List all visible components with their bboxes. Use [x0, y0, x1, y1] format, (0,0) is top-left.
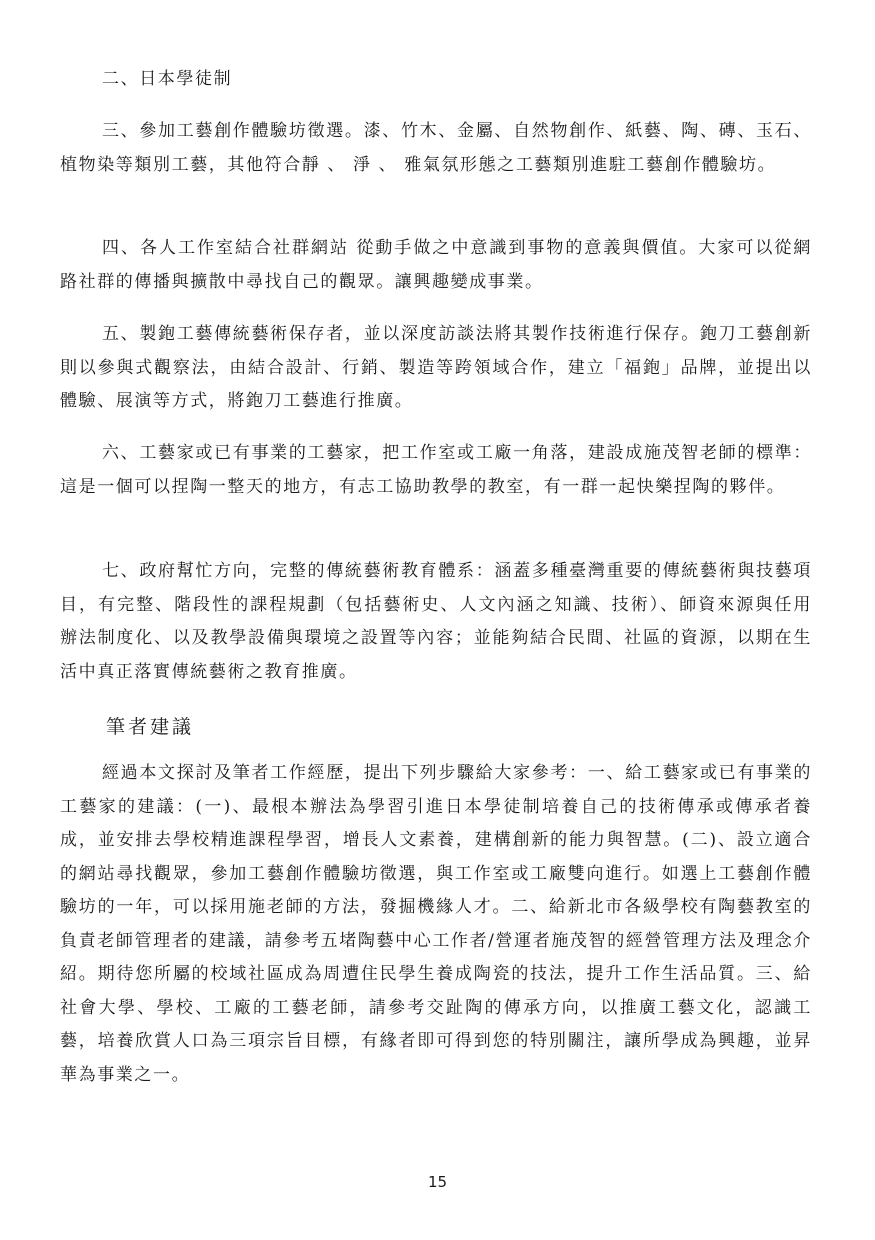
paragraph-government-support: 七、政府幫忙方向，完整的傳統藝術教育體系：涵蓋多種臺灣重要的傳統藝術與技藝項目，有完整、階段性的課程規劃（包括藝術史、人文內涵之知識、技術）、師資來源與任用辦法制度化、以及教學設備與環境之設置等內容；並能夠結合民間、社區的資源，以期在生活中真正落實傳統藝術之教育推廣。 [60, 561, 812, 682]
paragraph-apprenticeship: 二、日本學徒制 [102, 69, 233, 89]
paragraph-author-suggestions: 經過本文探討及筆者工作經歷，提出下列步驟給大家參考：一、給工藝家或已有事業的工藝家的建議：(一)、最根本辦法為學習引進日本學徒制培養自己的技術傳承或傳承者養成，並安排去學校精進課程學習，增長人文素養，建構創新的能力與智慧。(二)、設立適合的網站尋找觀眾，參加工藝創作體驗坊徵選，與工作室或工廠雙向進行。如選上工藝創作體驗坊的一年，可以採用施老師的方法，發掘機緣人才。二、給新北市各級學校有陶藝教室的負責老師管理者的建議，請參考五堵陶藝中心工作者/營運者施茂智的經營管理方法及理念介紹。期待您所屬的校域社區成為周遭住民學生養成陶瓷的技法，提升工作生活品質。三、給社會大學、學校、工廠的工藝老師，請參考交趾陶的傳承方向，以推廣工藝文化，認識工藝，培養欣賞人口為三項宗旨目標，有緣者即可得到您的特別關注，讓所學成為興趣，並昇華為事業之一。 [60, 763, 812, 1085]
page-number: 15 [427, 1173, 448, 1191]
section-heading: 筆者建議 [106, 716, 195, 738]
paragraph-social-network: 四、各人工作室結合社群網站 從動手做之中意識到事物的意義與價值。大家可以從網路社群的傳播與擴散中尋找自己的觀眾。讓興趣變成事業。 [60, 238, 812, 292]
paragraph-workshop-selection: 三、參加工藝創作體驗坊徵選。漆、竹木、金屬、自然物創作、紙藝、陶、磚、玉石、植物染等類別工藝，其他符合靜 、 淨 、 雅氣氛形態之工藝類別進駐工藝創作體驗坊。 [60, 121, 812, 175]
paragraph-plane-craft: 五、製鉋工藝傳統藝術保存者，並以深度訪談法將其製作技術進行保存。鉋刀工藝創新則以參與式觀察法，由結合設計、行銷、製造等跨領域合作，建立「福鉋」品牌，並提出以體驗、展演等方式，將鉋刀工藝進行推廣。 [60, 324, 812, 411]
paragraph-studio-standard: 六、工藝家或已有事業的工藝家，把工作室或工廠一角落，建設成施茂智老師的標準：這是一個可以捏陶一整天的地方，有志工協助教學的教室，有一群一起快樂捏陶的夥伴。 [60, 443, 812, 497]
